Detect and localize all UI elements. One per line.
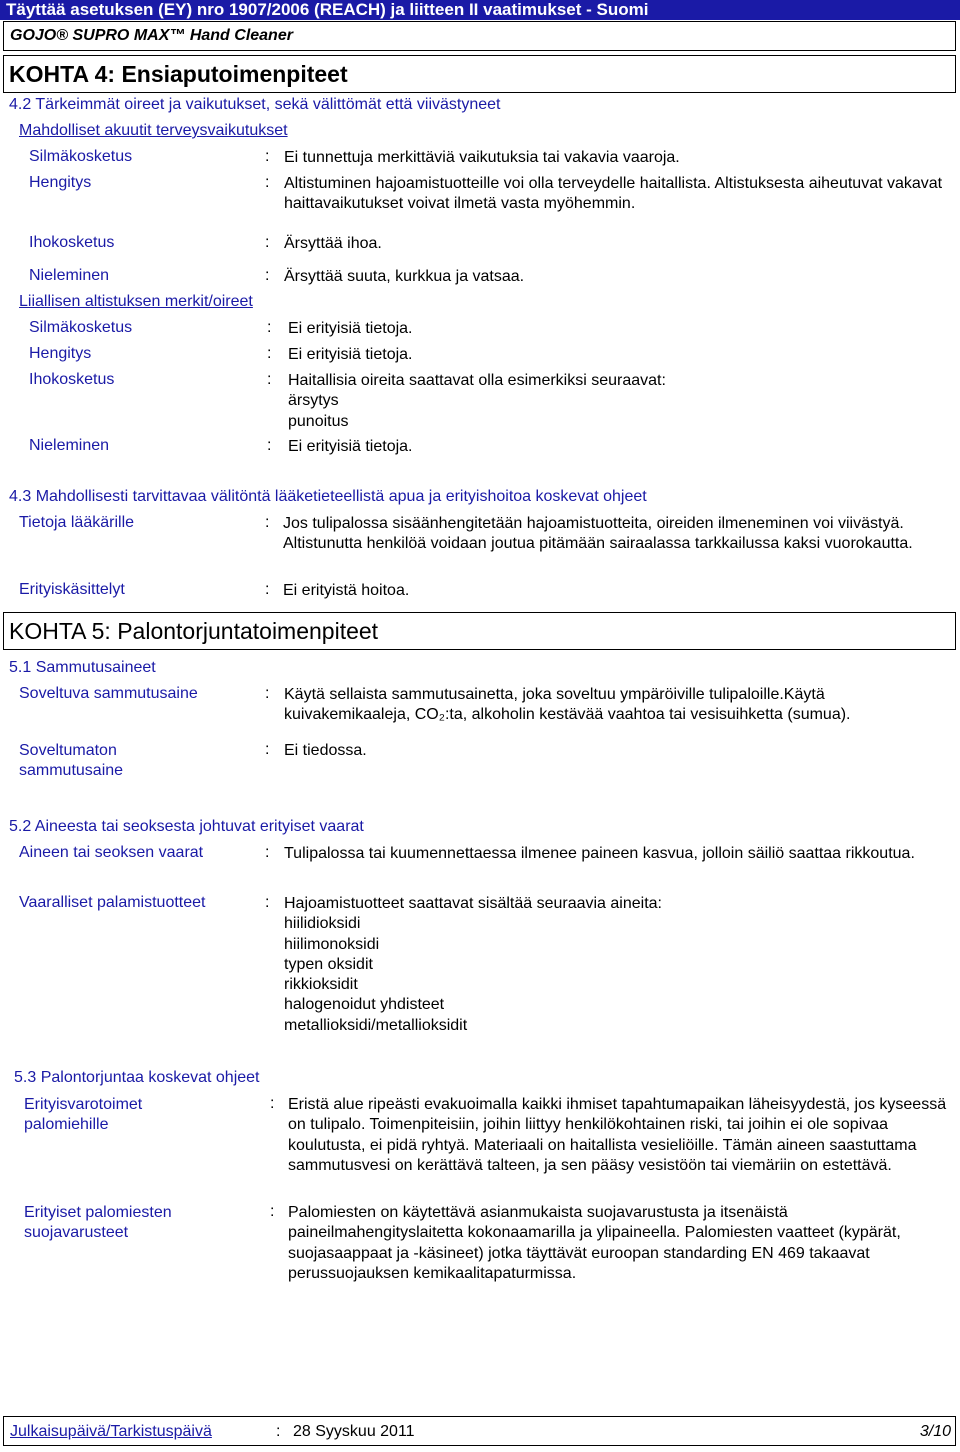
- over-skin-symptom: ärsytys: [288, 392, 339, 410]
- colon: :: [265, 234, 270, 251]
- over-ingestion-value: Ei erityisiä tietoja.: [288, 438, 413, 455]
- colon: :: [265, 148, 270, 165]
- acute-skin-label: Ihokosketus: [29, 234, 115, 251]
- over-skin-text: Haitallisia oireita saattavat olla esimerkiksi seuraavat:: [288, 372, 666, 389]
- combustion-product-item: hiilidioksidi: [284, 915, 361, 933]
- product-name: GOJO® SUPRO MAX™ Hand Cleaner: [3, 21, 956, 51]
- colon: :: [265, 581, 270, 598]
- subsection-5-2-title: 5.2 Aineesta tai seoksesta johtuvat erityiset vaarat: [9, 818, 364, 835]
- combustion-product-item: typen oksidit: [284, 955, 373, 973]
- unsuitable-media-label: Soveltumaton sammutusaine: [19, 742, 124, 780]
- colon: :: [265, 844, 270, 861]
- over-eye-value: Ei erityisiä tietoja.: [288, 320, 413, 337]
- suitable-media-label: Soveltuva sammutusaine: [19, 685, 198, 702]
- acute-ingestion-label: Nieleminen: [29, 267, 110, 284]
- colon: :: [267, 345, 272, 362]
- combustion-product-item: rikkioksidit: [284, 976, 358, 994]
- suitable-media-value: Käytä sellaista sammutusainetta, joka soveltuu ympäröiville tulipaloille.Käytä kuivakemikaaleja, CO₂:ta, alkoholin kestävää vaahtoa tai vesisuihketta (sumua).: [284, 686, 851, 724]
- special-treatment-label: Erityiskäsittelyt: [19, 581, 125, 598]
- colon: :: [265, 174, 270, 191]
- combustion-products-intro: Hajoamistuotteet saattavat sisältää seuraavia aineita:: [284, 895, 662, 912]
- special-treatment-value: Ei erityistä hoitoa.: [283, 582, 410, 599]
- acute-inhalation-value: Altistuminen hajoamistuotteille voi olla terveydelle haitallista. Altistuksesta aiheutuvat vakavat haittavaikutukset voivat ilmetä vasta myöhemmin.: [284, 175, 943, 213]
- colon: :: [265, 514, 270, 531]
- over-skin-label: Ihokosketus: [29, 371, 115, 388]
- firefighter-equipment-value: Palomiesten on käytettävä asianmukaista suojavarustusta ja itsenäistä paineilmahengityslaitetta kokonaamarilla ja ylipaineella. Palomiesten vaatteet (kypärät, suojasaappaat ja -käsineet) jotka täyttävät euroopan standarding EN 469 takaavat perussuojauksen kemikaalitapaturmissa.: [288, 1204, 901, 1282]
- subsection-4-2-title: 4.2 Tärkeimmät oireet ja vaikutukset, sekä välittömät että viivästyneet: [9, 96, 501, 113]
- doctor-notes-value: Jos tulipalossa sisäänhengitetään hajoamistuotteita, oireiden ilmeneminen voi viivästyä. Altistunutta henkilöä voidaan joutua pitämään sairaalassa tarkkailussa kaksi vuorokautta.: [283, 515, 913, 553]
- over-skin-symptom: punoitus: [288, 412, 349, 430]
- revision-date-value: 28 Syyskuu 2011: [293, 1423, 415, 1440]
- combustion-products-value: [284, 894, 924, 1036]
- doctor-notes-label: Tietoja lääkärille: [19, 514, 135, 531]
- combustion-product-item: halogenoidut yhdisteet: [284, 996, 445, 1014]
- page-number: 3/10: [919, 1423, 951, 1440]
- acute-eye-label: Silmäkosketus: [29, 148, 133, 165]
- revision-date-label: Julkaisupäivä/Tarkistuspäivä: [10, 1423, 212, 1440]
- colon: :: [265, 267, 270, 284]
- section-4-title: KOHTA 4: Ensiaputoimenpiteet: [3, 55, 956, 93]
- over-inhalation-label: Hengitys: [29, 345, 92, 362]
- over-inhalation-value: Ei erityisiä tietoja.: [288, 346, 413, 363]
- colon: :: [267, 437, 272, 454]
- colon: :: [265, 741, 270, 758]
- section-5-title: KOHTA 5: Palontorjuntatoimenpiteet: [3, 612, 956, 650]
- colon: :: [276, 1423, 281, 1440]
- over-eye-label: Silmäkosketus: [29, 319, 133, 336]
- combustion-product-item: hiilimonoksidi: [284, 935, 380, 953]
- acute-inhalation-label: Hengitys: [29, 174, 92, 191]
- over-skin-value: [288, 371, 938, 432]
- acute-effects-title: Mahdolliset akuutit terveysvaikutukset: [19, 122, 288, 139]
- acute-eye-value: Ei tunnettuja merkittäviä vaikutuksia tai vakavia vaaroja.: [284, 149, 680, 166]
- colon: :: [267, 319, 272, 336]
- combustion-products-label: Vaaralliset palamistuotteet: [19, 894, 206, 911]
- colon: :: [265, 894, 270, 911]
- regulation-banner: Täyttää asetuksen (EY) nro 1907/2006 (REACH) ja liitteen II vaatimukset - Suomi: [0, 0, 960, 20]
- acute-skin-value: Ärsyttää ihoa.: [284, 235, 382, 252]
- subsection-5-1-title: 5.1 Sammutusaineet: [9, 659, 156, 676]
- acute-ingestion-value: Ärsyttää suuta, kurkkua ja vatsaa.: [284, 268, 525, 285]
- firefighter-equipment-label: Erityiset palomiesten suojavarusteet: [24, 1204, 172, 1242]
- firefighter-actions-value: Eristä alue ripeästi evakuoimalla kaikki ihmiset tapahtumapaikan läheisyydestä, jos kyseessä on tulipalo. Toimenpiteisiin, joihin liittyy henkilökohtainen riski, tai joihin ei ole sopivaa koulutusta, ei pidä ryhtyä. Materiaali on haitallista vesieliöille. Tämän aineen saastuttama sammutusvesi on kerättävä talteen, ja sen pääsy vesistöön tai viemäriin on estettävä.: [288, 1096, 947, 1174]
- over-ingestion-label: Nieleminen: [29, 437, 110, 454]
- firefighter-actions-label: Erityisvarotoimet palomiehille: [24, 1096, 143, 1134]
- colon: :: [270, 1095, 275, 1112]
- footer: [3, 1416, 956, 1446]
- mixture-hazards-value: Tulipalossa tai kuumennettaessa ilmenee paineen kasvua, jolloin säiliö saattaa rikkoutua.: [284, 845, 915, 862]
- colon: :: [267, 371, 272, 388]
- subsection-4-3-title: 4.3 Mahdollisesti tarvittavaa välitöntä lääketieteellistä apua ja erityishoitoa koskevat ohjeet: [9, 488, 647, 505]
- overexposure-title: Liiallisen altistuksen merkit/oireet: [19, 293, 253, 310]
- unsuitable-media-value: Ei tiedossa.: [284, 742, 367, 759]
- colon: :: [270, 1203, 275, 1220]
- subsection-5-3-title: 5.3 Palontorjuntaa koskevat ohjeet: [14, 1069, 260, 1086]
- combustion-product-item: metallioksidi/metallioksidit: [284, 1016, 468, 1034]
- colon: :: [265, 685, 270, 702]
- mixture-hazards-label: Aineen tai seoksen vaarat: [19, 844, 204, 861]
